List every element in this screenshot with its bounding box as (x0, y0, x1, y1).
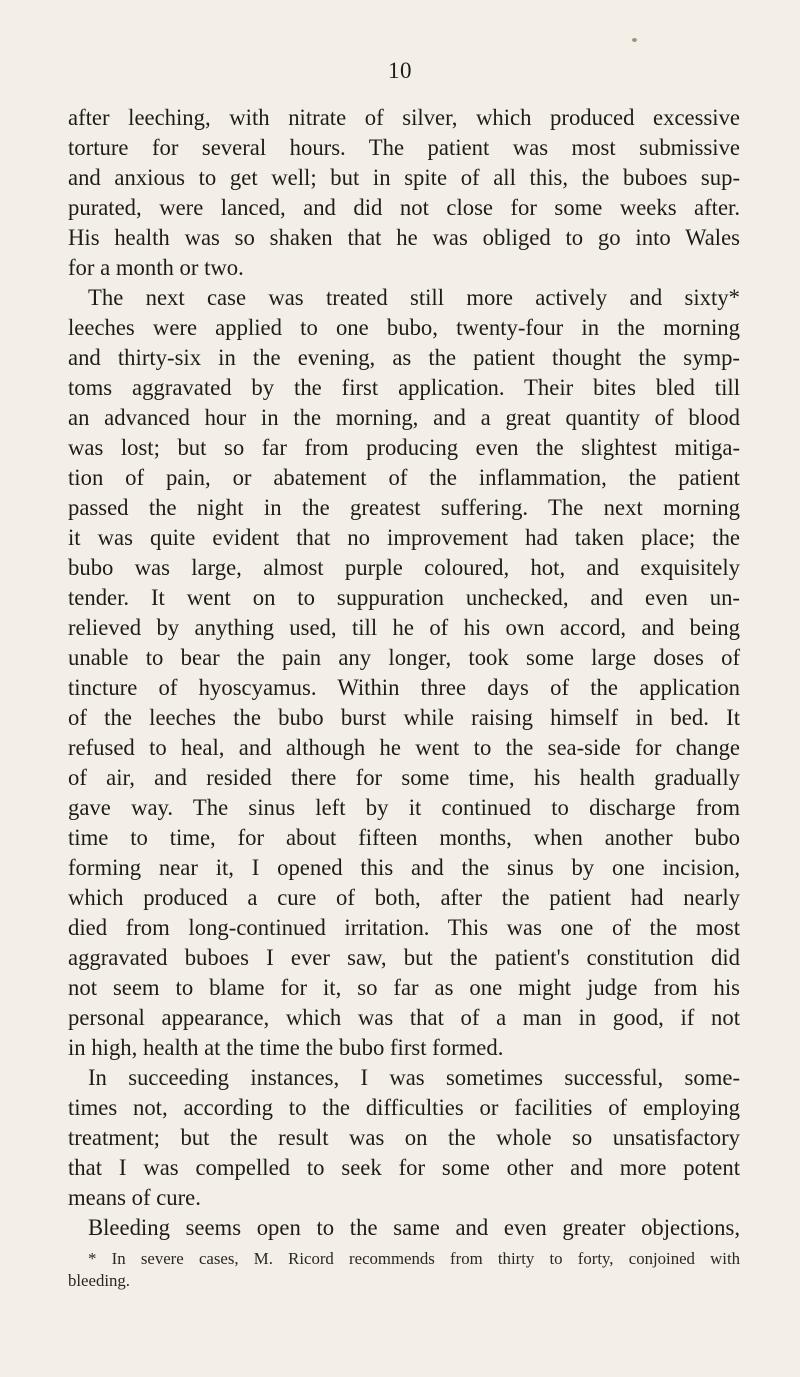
text-line: Bleeding seems open to the same and even greater objections, (88, 1215, 740, 1240)
text-line: treatment; but the result was on the whole so unsatisfactory (68, 1125, 740, 1150)
text-line: time to time, for about fifteen months, when another bubo (68, 825, 740, 850)
text-line: not seem to blame for it, so far as one might judge from his (68, 975, 740, 1000)
text-line: an advanced hour in the morning, and a great quantity of blood (68, 405, 740, 430)
text-line: tender. It went on to suppuration unchecked, and even un- (68, 585, 740, 610)
text-line: that I was compelled to seek for some other and more potent (68, 1155, 740, 1180)
text-line: tincture of hyoscyamus. Within three days of the application (68, 675, 740, 700)
text-line: was lost; but so far from producing even the slightest mitiga- (68, 435, 740, 460)
text-line: gave way. The sinus left by it continued to discharge from (68, 795, 740, 820)
footnote (68, 1248, 740, 1292)
text-line: for a month or two. (68, 255, 244, 280)
text-line: torture for several hours. The patient was most submissive (68, 135, 740, 160)
text-line: forming near it, I opened this and the sinus by one incision, (68, 855, 740, 880)
text-line: it was quite evident that no improvement had taken place; the (68, 525, 740, 550)
text-line: His health was so shaken that he was obliged to go into Wales (68, 225, 740, 250)
text-line: of the leeches the bubo burst while raising himself in bed. It (68, 705, 740, 730)
text-line: times not, according to the difficulties or facilities of employing (68, 1095, 740, 1120)
text-line: relieved by anything used, till he of his own accord, and being (68, 615, 740, 640)
text-line: bubo was large, almost purple coloured, hot, and exquisitely (68, 555, 740, 580)
text-line: tion of pain, or abatement of the inflammation, the patient (68, 465, 740, 490)
text-line: died from long-continued irritation. This was one of the most (68, 915, 740, 940)
text-line: purated, were lanced, and did not close for some weeks after. (68, 195, 740, 220)
text-line: In succeeding instances, I was sometimes successful, some- (88, 1065, 740, 1090)
body-text (68, 103, 740, 1243)
footnote-line: bleeding. (68, 1271, 130, 1290)
text-line: which produced a cure of both, after the patient had nearly (68, 885, 740, 910)
text-line: personal appearance, which was that of a man in good, if not (68, 1005, 740, 1030)
text-line: unable to bear the pain any longer, took some large doses of (68, 645, 740, 670)
text-line: in high, health at the time the bubo first formed. (68, 1035, 504, 1060)
text-line: passed the night in the greatest suffering. The next morning (68, 495, 740, 520)
text-line: The next case was treated still more actively and sixty* (88, 285, 740, 310)
text-line: and thirty-six in the evening, as the patient thought the symp- (68, 345, 740, 370)
paper-speck (632, 38, 637, 42)
text-line: aggravated buboes I ever saw, but the patient's constitution did (68, 945, 740, 970)
text-line: toms aggravated by the first application. Their bites bled till (68, 375, 740, 400)
text-line: means of cure. (68, 1185, 201, 1210)
text-line: refused to heal, and although he went to the sea-side for change (68, 735, 740, 760)
text-line: leeches were applied to one bubo, twenty-four in the morning (68, 315, 740, 340)
text-line: of air, and resided there for some time, his health gradually (68, 765, 740, 790)
text-line: after leeching, with nitrate of silver, which produced excessive (68, 105, 740, 130)
text-line: and anxious to get well; but in spite of all this, the buboes sup- (68, 165, 740, 190)
footnote-line: * In severe cases, M. Ricord recommends from thirty to forty, conjoined with (88, 1249, 740, 1268)
page-number: 10 (388, 58, 412, 83)
